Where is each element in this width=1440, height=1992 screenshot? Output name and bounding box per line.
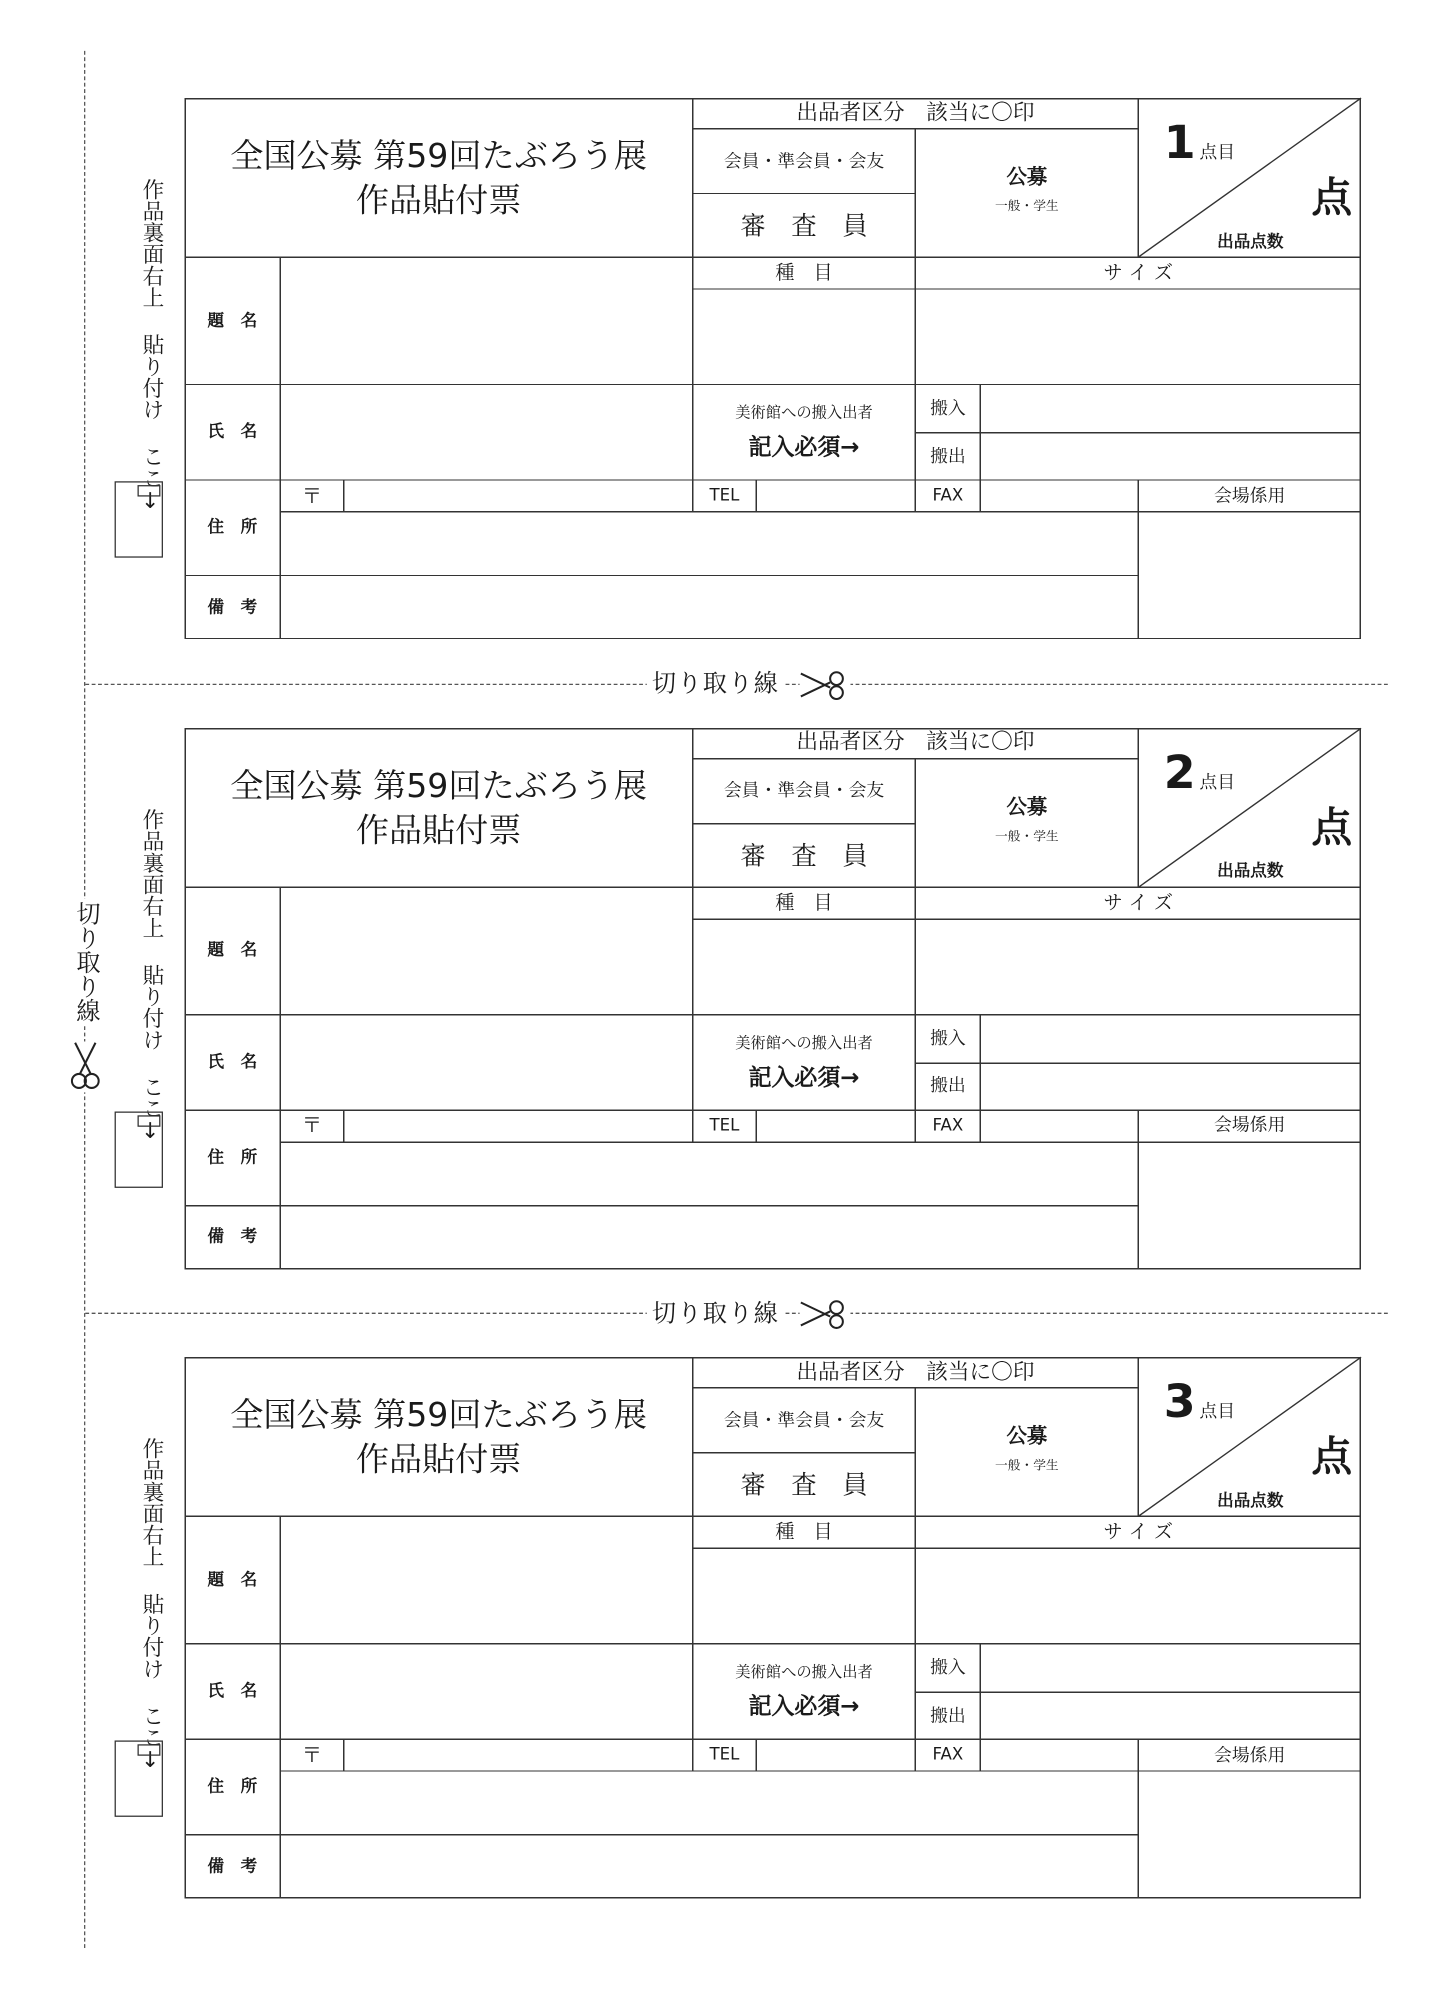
label-tel: TEL [709, 486, 740, 506]
category-public-sub: 一般・学生 [995, 199, 1059, 214]
paste-corner-marker [138, 1115, 161, 1126]
entry-form-table [185, 728, 1361, 1269]
category-public-sub: 一般・学生 [995, 829, 1059, 844]
genre-field [693, 1548, 916, 1643]
label-staff-use: 会場係用 [1213, 1744, 1286, 1766]
address-field [280, 1771, 1138, 1835]
label-remarks: 備 考 [207, 1856, 258, 1877]
remarks-field [280, 1835, 1138, 1899]
carry-in-field [980, 1014, 1361, 1062]
postal-code-field [344, 480, 693, 512]
label-name: 氏 名 [207, 422, 258, 442]
label-carry-in: 搬入 [930, 1657, 966, 1679]
category-header: 出品者区分 該当に〇印 [796, 1359, 1035, 1385]
item-number: 1 [1163, 117, 1196, 170]
label-carry-in: 搬入 [930, 1028, 966, 1049]
form-sheet [0, 630, 1440, 1273]
category-member: 会員・準会員・会友 [723, 780, 885, 801]
carry-in-field [980, 385, 1361, 433]
staff-use-field [1138, 1771, 1361, 1898]
label-fax: FAX [932, 1115, 964, 1136]
form-sheet [0, 0, 1440, 643]
category-member: 会員・準会員・会友 [723, 1410, 885, 1431]
item-number-group [1163, 117, 1236, 170]
carry-out-field [980, 1692, 1361, 1739]
fax-field [980, 1110, 1138, 1142]
category-public: 公募 [1006, 793, 1048, 819]
label-tel: TEL [709, 1745, 740, 1765]
label-carry-out: 搬出 [930, 1075, 966, 1097]
paste-corner-marker [138, 1744, 161, 1755]
label-size: サ イ ズ [1103, 1520, 1173, 1544]
label-carry-out: 搬出 [930, 446, 966, 467]
label-staff-use: 会場係用 [1213, 1115, 1286, 1136]
size-field [915, 289, 1361, 384]
form-title-line2: 作品貼付票 [355, 182, 522, 221]
label-fax: FAX [932, 486, 964, 506]
item-suffix: 点目 [1199, 142, 1236, 163]
label-title: 題 名 [207, 1570, 258, 1590]
cut-line-label-2: 切り取り線 [647, 1300, 785, 1328]
label-title: 題 名 [207, 940, 258, 960]
label-genre: 種 目 [775, 1520, 833, 1544]
form-sheet [0, 1259, 1440, 1902]
form-title-line2: 作品貼付票 [355, 1441, 522, 1480]
label-size: サ イ ズ [1103, 261, 1173, 284]
delivery-note: 美術館への搬入出者 [735, 1033, 873, 1052]
paste-instruction: 作品裏面右上 貼り付け ここ↓ [137, 178, 163, 515]
staff-use-field [1138, 512, 1361, 639]
tel-field [756, 1739, 915, 1771]
label-staff-use: 会場係用 [1213, 485, 1286, 507]
entry-form-table [185, 1357, 1361, 1898]
count-label: 出品点数 [1217, 861, 1284, 882]
category-judge: 審 査 員 [740, 210, 868, 241]
item-suffix: 点目 [1199, 1401, 1236, 1423]
postal-mark: 〒 [301, 1742, 323, 1767]
delivery-required: 記入必須→ [748, 1693, 860, 1721]
staff-use-field [1138, 1141, 1361, 1268]
category-header: 出品者区分 該当に〇印 [796, 99, 1035, 126]
delivery-note: 美術館への搬入出者 [735, 403, 873, 422]
title-field [280, 257, 693, 384]
cut-line-label-1: 切り取り線 [647, 670, 785, 698]
title-field [280, 887, 693, 1014]
postal-code-field [344, 1739, 693, 1771]
carry-out-field [980, 433, 1361, 480]
label-remarks: 備 考 [207, 1227, 258, 1247]
delivery-required: 記入必須→ [748, 1063, 860, 1091]
category-public: 公募 [1006, 1423, 1048, 1448]
genre-field [693, 289, 916, 384]
category-member: 会員・準会員・会友 [723, 150, 885, 172]
item-number: 2 [1163, 746, 1196, 799]
genre-field [693, 919, 916, 1014]
postal-code-field [344, 1110, 693, 1142]
postal-mark: 〒 [301, 483, 323, 508]
name-field [280, 385, 693, 480]
paste-instruction: 作品裏面右上 貼り付け ここ↓ [137, 1437, 163, 1774]
address-field [280, 512, 1138, 576]
label-address: 住 所 [207, 1777, 258, 1797]
category-header: 出品者区分 該当に〇印 [796, 729, 1035, 756]
label-address: 住 所 [207, 518, 258, 538]
carry-out-field [980, 1062, 1361, 1109]
count-unit: 点 [1311, 1432, 1353, 1481]
side-cut-line-label: 切り取り線 [73, 899, 98, 1025]
count-unit: 点 [1311, 802, 1353, 852]
paste-position-box [115, 1111, 163, 1187]
item-number-group [1163, 746, 1236, 799]
label-fax: FAX [932, 1745, 964, 1765]
form-title-line1: 全国公募 第59回たぶろう展 [230, 767, 648, 806]
form-title-line1: 全国公募 第59回たぶろう展 [230, 137, 648, 176]
paste-position-box [115, 1740, 163, 1816]
label-tel: TEL [709, 1115, 740, 1136]
label-address: 住 所 [207, 1147, 258, 1167]
category-judge: 審 査 員 [740, 839, 868, 871]
item-suffix: 点目 [1199, 772, 1236, 793]
item-number-group [1163, 1376, 1236, 1429]
paste-position-box [115, 481, 163, 557]
delivery-note: 美術館への搬入出者 [735, 1662, 873, 1681]
name-field [280, 1644, 693, 1739]
label-remarks: 備 考 [207, 597, 258, 617]
entry-form-table [185, 98, 1361, 639]
category-public-sub: 一般・学生 [995, 1459, 1059, 1474]
label-size: サ イ ズ [1103, 890, 1173, 914]
size-field [915, 1548, 1361, 1643]
label-title: 題 名 [207, 311, 258, 331]
fax-field [980, 1739, 1138, 1771]
tel-field [756, 1110, 915, 1142]
label-genre: 種 目 [775, 261, 833, 284]
paste-instruction: 作品裏面右上 貼り付け ここ↓ [137, 807, 163, 1144]
carry-in-field [980, 1644, 1361, 1692]
label-genre: 種 目 [775, 890, 833, 914]
label-carry-out: 搬出 [930, 1705, 966, 1726]
category-judge: 審 査 員 [740, 1469, 868, 1500]
category-public: 公募 [1006, 164, 1048, 189]
label-name: 氏 名 [207, 1681, 258, 1701]
count-unit: 点 [1311, 173, 1353, 222]
fax-field [980, 480, 1138, 512]
paste-corner-marker [138, 485, 161, 496]
postal-mark: 〒 [301, 1112, 323, 1137]
name-field [280, 1014, 693, 1109]
count-label: 出品点数 [1217, 1491, 1284, 1511]
title-field [280, 1516, 693, 1643]
item-number: 3 [1163, 1376, 1196, 1429]
label-name: 氏 名 [207, 1052, 258, 1072]
address-field [280, 1141, 1138, 1205]
size-field [915, 919, 1361, 1014]
form-title-line2: 作品貼付票 [355, 811, 522, 850]
count-label: 出品点数 [1217, 232, 1284, 252]
form-title-line1: 全国公募 第59回たぶろう展 [230, 1396, 648, 1435]
delivery-required: 記入必須→ [748, 434, 860, 461]
label-carry-in: 搬入 [930, 398, 966, 419]
tel-field [756, 480, 915, 512]
